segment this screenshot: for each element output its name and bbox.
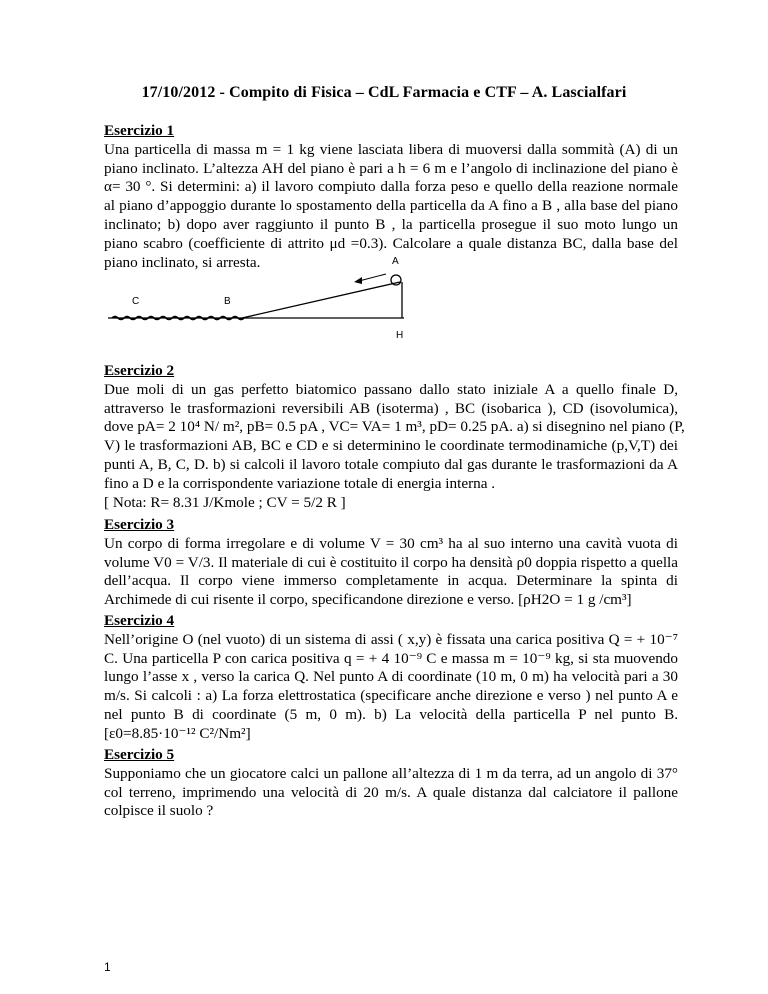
exercise-2-line: dove pA= 2 10⁴ N/ m², pB= 0.5 pA , VC= VA= 1 m³, pD= 0.25 pA. a) si disegnino nel piano (P, xyxy=(104,418,685,436)
page-title: 17/10/2012 - Compito di Fisica – CdL Farmacia e CTF – A. Lascialfari xyxy=(141,84,627,101)
exercise-4 xyxy=(104,612,678,744)
exercise-1-line: inclinato; b) dopo aver raggiunto il punto B , la particella prosegue il suo moto lungo un xyxy=(104,215,678,233)
exercise-5-line: col terreno, imprimendo una velocità di 20 m/s. A quale distanza dal calciatore il pallone xyxy=(104,783,678,801)
incline-line xyxy=(242,282,400,318)
exercise-3-line: volume V0 = V/3. Il materiale di cui è costituito il corpo ha densità ρ0 doppia rispetto a quella xyxy=(104,553,678,571)
exercise-3-heading: Esercizio 3 xyxy=(104,516,175,533)
label-H: H xyxy=(396,330,404,341)
exercise-4-line: C. Una particella P con carica positiva q = + 4 10⁻⁹ C e massa m = 10⁻⁹ kg, si sta muovendo xyxy=(104,649,678,667)
inclined-plane-figure xyxy=(104,254,424,340)
exercise-4-line: [ε0=8.85·10⁻¹² C²/Nm²] xyxy=(104,724,251,742)
exercise-1-line: piano scabro (coefficiente di attrito μd =0.3). Calcolare a quale distanza BC, dalla base del xyxy=(104,234,678,252)
exercise-2-line: V) le trasformazioni AB, BC e CD e si determinino le coordinate termodinamiche (p,V,T) dei xyxy=(104,437,678,455)
exercise-3-line: Un corpo di forma irregolare e di volume V = 30 cm³ ha al suo interno una cavità vuota di xyxy=(104,534,678,552)
label-B: B xyxy=(224,296,231,307)
exercise-4-line: nel punto B di coordinate (5 m, 0 m). b) La velocità della particella P nel punto B. xyxy=(104,705,678,723)
exercise-2-line: attraverso le trasformazioni reversibili AB (isoterma) , BC (isobarica ), CD (isovolumica), xyxy=(104,399,678,417)
label-A: A xyxy=(392,256,399,267)
exercise-5-line: colpisce il suolo ? xyxy=(104,802,214,820)
exercise-1-line: al piano d’appoggio durante lo spostamento della particella da A fino a B , alla base del piano xyxy=(104,197,678,215)
label-C: C xyxy=(132,296,140,307)
exercise-1-line: piano inclinato. L’altezza AH del piano è pari a h = 6 m e l’angolo di inclinazione del piano è xyxy=(104,159,678,177)
exercise-5-heading: Esercizio 5 xyxy=(104,746,175,763)
exercise-4-line: lungo l’asse x , verso la carica Q. Nel punto A di coordinate (10 m, 0 m) ha velocità pari a 30 xyxy=(104,668,678,686)
exercise-3-line: Archimede di cui risente il corpo, specificandone direzione e verso. [ρH2O = 1 g /cm³] xyxy=(104,591,632,609)
exercise-2 xyxy=(104,362,685,512)
exercise-4-line: m/s. Si calcoli : a) La forza elettrostatica (specificare anche direzione e verso ) nel punto A e xyxy=(104,687,678,705)
exercise-4-heading: Esercizio 4 xyxy=(104,612,175,629)
page-number: 1 xyxy=(104,960,111,974)
motion-arrow xyxy=(359,274,386,281)
exercise-3 xyxy=(104,516,678,610)
exercise-2-line: Due moli di un gas perfetto biatomico passano dallo stato iniziale A a quello finale D, xyxy=(104,380,678,398)
exercise-1 xyxy=(104,122,678,272)
exercise-2-line: punti A, B, C, D. b) si calcoli il lavoro totale compiuto dal gas durante le trasformazioni da A xyxy=(104,455,678,473)
exercise-5 xyxy=(104,746,678,821)
exercise-1-line: α= 30 °. Si determini: a) il lavoro compiuto dalla forza peso e quello della reazione normale xyxy=(104,178,678,196)
exercise-3-line: dell’acqua. Il corpo viene immerso completamente in acqua. Determinare la spinta di xyxy=(104,572,678,590)
exercise-5-line: Supponiamo che un giocatore calci un pallone all’altezza di 1 m da terra, ad un angolo di 37° xyxy=(104,764,678,782)
exercise-2-heading: Esercizio 2 xyxy=(104,362,175,379)
exercise-1-heading: Esercizio 1 xyxy=(104,122,175,139)
exercise-1-line: Una particella di massa m = 1 kg viene lasciata libera di muoversi dalla sommità (A) di un xyxy=(104,140,678,158)
exercise-4-line: Nell’origine O (nel vuoto) di un sistema di assi ( x,y) è fissata una carica positiva Q = + 10⁻⁷ xyxy=(104,630,678,648)
exercise-1-line: piano inclinato, si arresta. xyxy=(104,253,261,271)
exercise-2-note: [ Nota: R= 8.31 J/Kmole ; CV = 5/2 R ] xyxy=(104,493,346,511)
motion-arrowhead xyxy=(354,277,362,284)
exercise-2-line: fino a D e la corrispondente variazione totale di energia interna . xyxy=(104,474,496,492)
